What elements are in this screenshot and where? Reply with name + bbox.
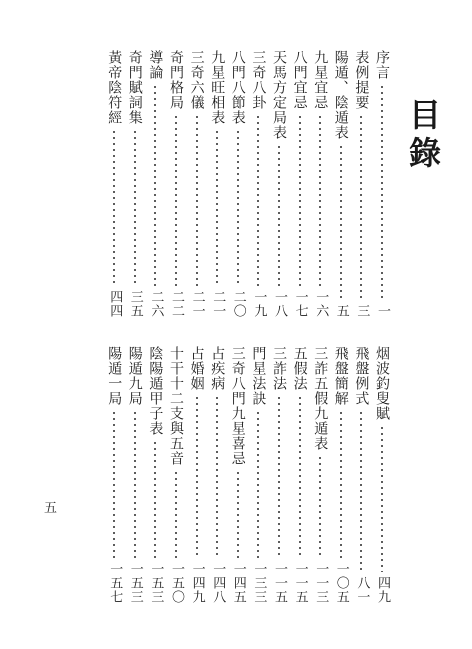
toc-entry-page: 三五	[127, 290, 143, 318]
toc-entry-page: 一五三	[148, 562, 164, 604]
leader-dots	[381, 84, 383, 300]
toc-entry-title: 十干十二支與五音	[168, 346, 184, 466]
toc-entry-page: 一五七	[107, 562, 123, 604]
leader-dots	[319, 455, 321, 558]
leader-dots	[360, 114, 362, 300]
toc-entry-page: 三	[354, 304, 370, 318]
leader-dots	[134, 129, 136, 286]
toc-entry	[145, 50, 165, 318]
toc-entry-page: 一三三	[251, 562, 267, 604]
toc-entry-title: 陰陽遁甲子表	[147, 346, 164, 436]
toc-entry	[372, 346, 392, 604]
toc-entry-title: 飛盤例式	[353, 346, 370, 406]
toc-entry	[248, 346, 268, 604]
leader-dots	[237, 470, 239, 558]
leader-dots	[113, 410, 115, 558]
toc-entry	[125, 50, 145, 318]
toc-entry-page: 二一	[189, 290, 205, 318]
toc-entry-page: 二一	[210, 290, 226, 318]
toc-entry	[269, 50, 289, 318]
toc-entry	[351, 50, 371, 318]
leader-dots	[216, 129, 218, 286]
toc-entry-title: 三詐五假九遁表	[312, 346, 329, 451]
toc-entry-title: 陽遁、陰遁表	[332, 50, 349, 140]
toc-entry-title: 導論	[147, 50, 164, 80]
toc-entry-title: 八門八節表	[229, 50, 246, 125]
leader-dots	[175, 470, 177, 558]
toc-entry	[331, 50, 351, 318]
toc-entry-page: 一一五	[272, 562, 287, 604]
leader-dots	[299, 395, 301, 558]
toc-entry-title: 序言	[374, 50, 390, 80]
toc-entry-page: 一六	[313, 290, 329, 318]
leader-dots	[340, 410, 342, 558]
toc-entry-page: 四四	[107, 290, 123, 318]
toc-entry-title: 九星旺相表	[209, 50, 226, 125]
toc-entry-page: 一五三	[127, 562, 143, 604]
toc-entry-page: 八一	[354, 576, 370, 604]
toc-entry-title: 門星法訣	[250, 346, 267, 406]
toc-entry	[310, 50, 330, 318]
toc-entry-title: 表例提要	[353, 50, 370, 110]
leader-dots	[360, 410, 362, 572]
toc-entry-page: 一〇五	[333, 562, 349, 604]
toc-entry-page: 一七	[292, 290, 308, 318]
leader-dots	[299, 114, 301, 286]
toc-entry	[351, 346, 371, 604]
leader-dots	[278, 395, 280, 558]
toc-entry-page: 一四八	[210, 562, 226, 604]
toc-entry	[372, 50, 392, 318]
toc-entry	[187, 50, 207, 318]
page-number: 五	[44, 501, 58, 516]
toc-entry-title: 烟波釣叟賦	[374, 346, 390, 421]
toc-entry-page: 一八	[272, 290, 287, 318]
toc-entry	[290, 346, 310, 604]
toc-entry-title: 奇門賦詞集	[126, 50, 143, 125]
toc-entry	[269, 346, 289, 604]
toc-entry	[166, 50, 186, 318]
toc-entry	[104, 346, 124, 604]
toc-entry-page: 一一三	[313, 562, 329, 604]
toc-entry	[228, 50, 248, 318]
toc-entry	[331, 346, 351, 604]
leader-dots	[196, 395, 198, 558]
toc-entry-title: 五假法	[291, 346, 308, 391]
leader-dots	[257, 410, 259, 558]
leader-dots	[113, 129, 115, 286]
toc-entry-title: 三奇六儀	[188, 50, 205, 110]
toc-entry	[187, 346, 207, 604]
toc-entry	[248, 50, 268, 318]
toc-entry-page: 二二	[169, 290, 184, 318]
toc-entry-title: 三詐法	[271, 346, 287, 391]
toc-entry-page: 一九	[251, 290, 267, 318]
toc-entry-title: 八門宜忌	[291, 50, 308, 110]
toc-entry-page: 一四九	[189, 562, 205, 604]
toc-entry-page: 四九	[375, 576, 390, 604]
toc-entry-title: 黃帝陰符經	[106, 50, 123, 125]
toc-entry-title: 三奇八門九星喜忌	[229, 346, 246, 466]
leader-dots	[278, 144, 280, 286]
toc-entry-page: 二〇	[230, 290, 246, 318]
leader-dots	[175, 114, 177, 286]
toc-entry-page: 一五〇	[169, 562, 184, 604]
toc-entry-title: 占疾病	[209, 346, 226, 391]
toc-entry-title: 陽遁九局	[126, 346, 143, 406]
leader-dots	[154, 84, 156, 286]
toc-entry-page: 二六	[148, 290, 164, 318]
toc-entry	[166, 346, 186, 604]
toc-entry	[125, 346, 145, 604]
leader-dots	[257, 114, 259, 286]
toc-entry-title: 天馬方定局表	[271, 50, 287, 140]
page-title: 目錄	[404, 98, 442, 174]
toc-entry-page: 一四五	[230, 562, 246, 604]
leader-dots	[154, 440, 156, 558]
toc-entry	[104, 50, 124, 318]
toc-entry-title: 奇門格局	[168, 50, 184, 110]
toc-entry	[290, 50, 310, 318]
leader-dots	[340, 144, 342, 300]
toc-entry-title: 三奇八卦	[250, 50, 267, 110]
toc-entry	[207, 346, 227, 604]
toc-entry	[145, 346, 165, 604]
leader-dots	[319, 114, 321, 286]
leader-dots	[216, 395, 218, 558]
toc-entry	[228, 346, 248, 604]
leader-dots	[237, 129, 239, 286]
toc-entry	[310, 346, 330, 604]
toc-entry-page: 一一五	[292, 562, 308, 604]
toc-entry	[207, 50, 227, 318]
leader-dots	[134, 410, 136, 558]
toc-entry-title: 陽遁一局	[106, 346, 123, 406]
leader-dots	[381, 425, 383, 572]
toc-entry-page: 五	[333, 304, 349, 318]
leader-dots	[196, 114, 198, 286]
toc-entry-page: 一	[375, 304, 390, 318]
toc-entry-title: 飛盤簡解	[332, 346, 349, 406]
toc-entry-title: 九星宜忌	[312, 50, 329, 110]
toc-entry-title: 占婚姻	[188, 346, 205, 391]
